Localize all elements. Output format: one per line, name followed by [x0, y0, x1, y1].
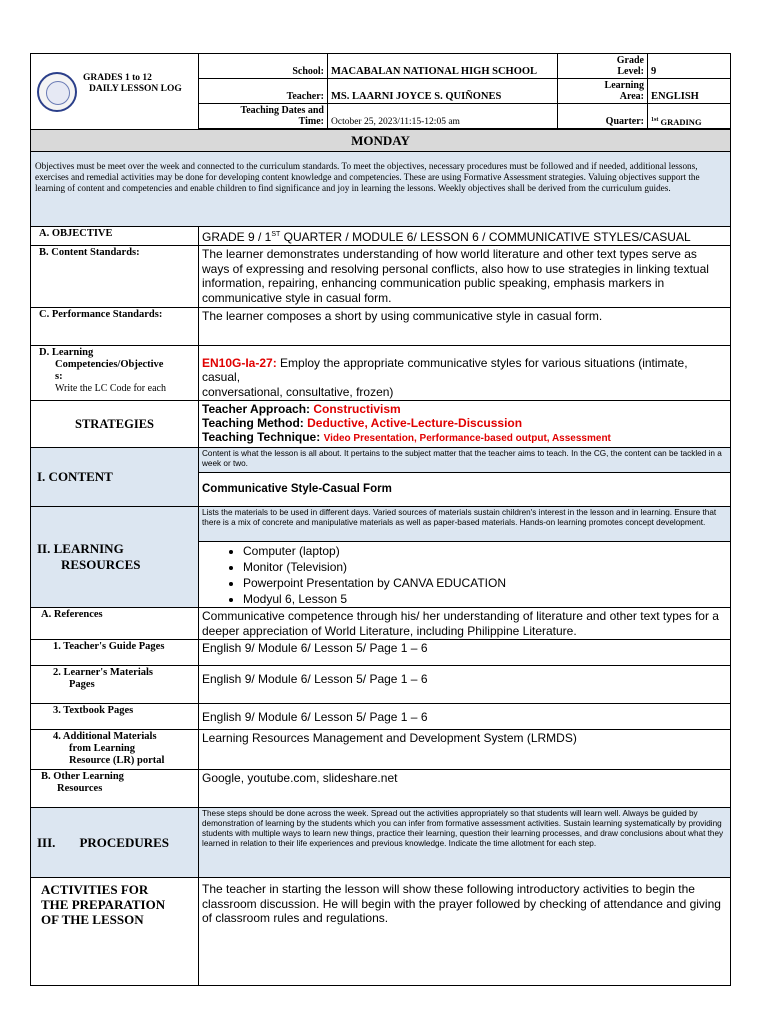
grades-title: GRADES 1 to 12: [83, 73, 152, 84]
tg-text: English 9/ Module 6/ Lesson 5/ Page 1 – 6: [199, 640, 731, 666]
resources-list: [199, 542, 730, 607]
performance-standards-label: C. Performance Standards:: [31, 308, 199, 346]
log-title: DAILY LESSON LOG: [89, 84, 182, 95]
procedures-label: III. PROCEDURES: [31, 808, 199, 878]
activities-text: The teacher in starting the lesson will show these following introductory activities to begin the classroom discussion. He will begin with the prayer followed by checking of attendance and giving of classroom rules and regulations.: [199, 878, 731, 986]
additional-label: 4. Additional Materials from Learning Resource (LR) portal: [31, 730, 199, 770]
other-label: B. Other Learning Resources: [31, 770, 199, 808]
content-cell: [199, 448, 731, 507]
day-header: MONDAY: [31, 130, 731, 152]
references-label: A. References: [31, 608, 199, 640]
logo-cell: [31, 54, 199, 129]
lm-text: English 9/ Module 6/ Lesson 5/ Page 1 – 6: [199, 666, 731, 704]
strategies-text: Teacher Approach: Constructivism Teaching Method: Deductive, Active-Lecture-Discussion Teaching Technique: Video Presentation, Performance-based output, Assessment: [199, 401, 731, 448]
tb-text: English 9/ Module 6/ Lesson 5/ Page 1 – 6: [199, 704, 731, 730]
procedures-note: These steps should be done across the week. Spread out the activities appropriately so that students will learn well. Always be guided by demonstration of learning by the students which you can infer from formative assessment activities. Sustain learning systematically by providing students with multiple ways to learn new things, practice their learning, question their learning processes, and draw conclusions about what they learned in relation to their life experiences and previous knowledge. Indicate the time allotment for each step.: [199, 808, 731, 878]
tg-label: 1. Teacher's Guide Pages: [31, 640, 199, 666]
content-title: Communicative Style-Casual Form: [202, 483, 392, 495]
content-standards-label: B. Content Standards:: [31, 246, 199, 308]
content-note: Content is what the lesson is all about. It pertains to the subject matter that the teacher aims to teach. In the CG, the content can be tackled in a week or two.: [199, 448, 730, 473]
list-item: • Modyul 6, Lesson 5: [243, 591, 730, 607]
lesson-table: [30, 129, 731, 986]
activities-label: ACTIVITIES FOR THE PREPARATION OF THE LESSON: [31, 878, 199, 986]
header-table: [30, 53, 731, 129]
teacher-value: MS. LAARNI JOYCE S. QUIÑONES: [328, 79, 558, 104]
deped-seal-icon: [37, 72, 77, 112]
lm-label: 2. Learner's Materials Pages: [31, 666, 199, 704]
strategies-label: STRATEGIES: [31, 401, 199, 448]
list-item: • Monitor (Television): [243, 559, 730, 575]
tb-label: 3. Textbook Pages: [31, 704, 199, 730]
content-label: I. CONTENT: [31, 448, 199, 507]
learning-resources-cell: [199, 507, 731, 608]
objective-label: A. OBJECTIVE: [31, 227, 199, 246]
intro-text: Objectives must be meet over the week and connected to the curriculum standards. To meet the objectives, necessary procedures must be followed and if needed, additional lessons, exercises and remedial activities may be done for developing content knowledge and competencies. These are using Formative Assessment strategies. Valuing objectives support the learning of content and competencies and enable children to find significance and joy in learning the lessons. Weekly objectives shall be derived from the curriculum guides.: [31, 152, 731, 227]
school-label: School:: [199, 54, 328, 79]
resources-note: Lists the materials to be used in different days. Varied sources of materials sustain children's interest in the lesson and in learning. Ensure that there is a mix of concrete and manipulative materials as well as paper-based materials. Hands-on learning promotes concept development.: [199, 507, 730, 542]
dates-label: Teaching Dates and Time:: [199, 104, 328, 129]
quarter-value: $^{1st}$ GRADING: [648, 104, 731, 129]
list-item: • Computer (laptop): [243, 543, 730, 559]
daily-lesson-log: [30, 53, 730, 986]
performance-standards-text: The learner composes a short by using communicative style in casual form.: [199, 308, 731, 346]
learning-resources-label: II. LEARNING RESOURCES: [31, 507, 199, 608]
school-value: MACABALAN NATIONAL HIGH SCHOOL: [328, 54, 558, 79]
area-value: ENGLISH: [648, 79, 731, 104]
content-standards-text: The learner demonstrates understanding of how world literature and other text types serve as ways of expressing and resolving personal conflicts, also how to use strategies in linking textual information, repairing, enhancing communication public speaking, emphasis markers in communicative style in casual form.: [199, 246, 731, 308]
grade-label: Grade Level:: [558, 54, 648, 79]
teacher-label: Teacher:: [199, 79, 328, 104]
area-label: Learning Area:: [558, 79, 648, 104]
other-text: Google, youtube.com, slideshare.net: [199, 770, 731, 808]
list-item: • Powerpoint Presentation by CANVA EDUCATION: [243, 575, 730, 591]
competencies-label: D. Learning Competencies/Objective s: Write the LC Code for each: [31, 346, 199, 401]
quarter-label: Quarter:: [558, 104, 648, 129]
grade-value: 9: [648, 54, 731, 79]
dates-value: October 25, 2023/11:15-12:05 am: [328, 104, 558, 129]
competencies-text: EN10G-Ia-27: Employ the appropriate communicative styles for various situations (intimate, casual, conversational, consultative, frozen): [199, 346, 731, 401]
references-text: Communicative competence through his/ her understanding of literature and other text types for a deeper appreciation of World Literature, including Philippine Literature.: [199, 608, 731, 640]
additional-text: Learning Resources Management and Development System (LRMDS): [199, 730, 731, 770]
objective-text: GRADE 9 / 1ST QUARTER / MODULE 6/ LESSON 6 / COMMUNICATIVE STYLES/CASUAL: [199, 227, 731, 246]
